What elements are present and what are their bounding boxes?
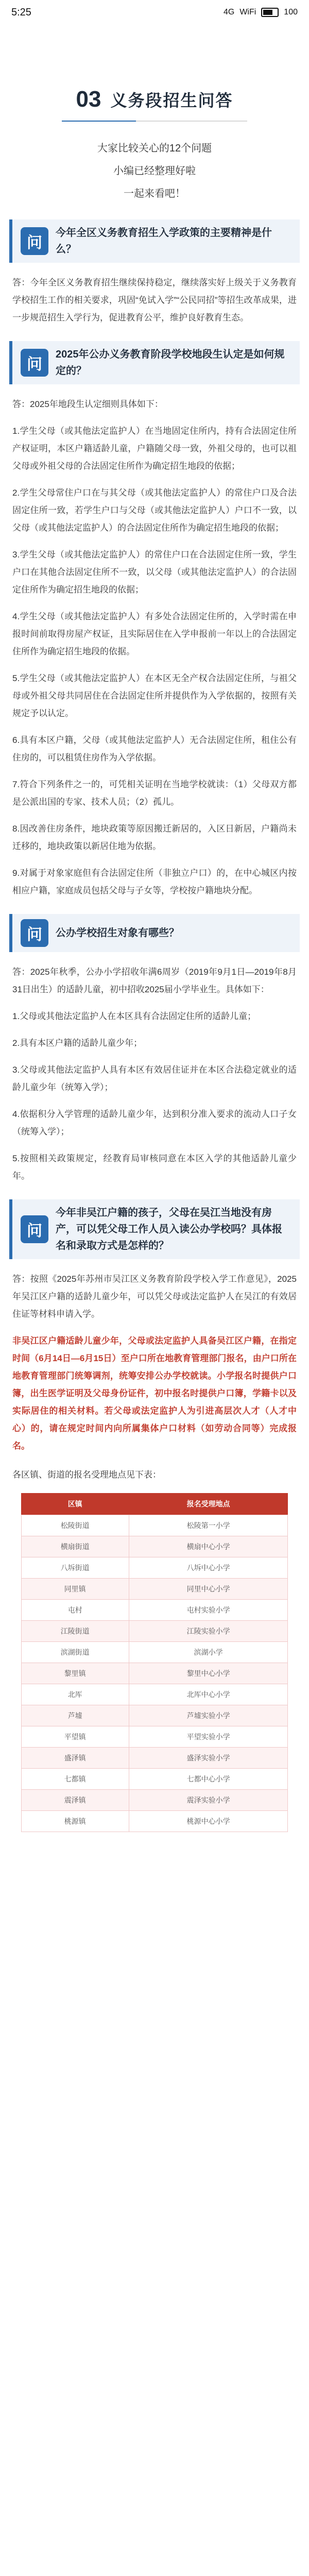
answer-intro-2: 答：2025年地段生认定细则具体如下： (12, 399, 163, 409)
question-text-4: 今年非吴江户籍的孩子，父母在吴江当地没有房产，可以凭父母工作人员入读公办学校吗？具体报名和录取方式是怎样的？ (56, 1207, 282, 1251)
table-cell: 七都镇 (21, 1769, 129, 1790)
status-icons (224, 8, 298, 17)
status-bar (0, 0, 309, 25)
answer-item: 2.学生父母常住户口在与其父母（或其他法定监护人）的常住户口及合法固定住所一致，若学生户口与父母（或其他法定监护人）户口不一致，以父母（或其他法定监护人）的合法固定住所作为确定招生地段的依据； (12, 488, 297, 533)
table-cell: 屯村 (21, 1600, 129, 1621)
qa-block-4 (9, 1199, 300, 1832)
table-cell: 桃源镇 (21, 1811, 129, 1832)
question-text-2: 2025年公办义务教育阶段学校地段生认定是如何规定的？ (56, 349, 285, 377)
table-cell: 同里中心小学 (129, 1579, 288, 1600)
battery-level: 100 (284, 8, 298, 16)
hero-title (0, 87, 309, 112)
table-cell: 震泽实验小学 (129, 1790, 288, 1811)
wifi-icon: WiFi (239, 8, 256, 16)
hero-line-3: 一起来看吧！ (124, 188, 185, 199)
table-cell: 屯村实验小学 (129, 1600, 288, 1621)
table-row (21, 1726, 288, 1748)
table-cell: 八坼中心小学 (129, 1557, 288, 1579)
qa-block-3 (9, 914, 300, 1185)
content (0, 219, 309, 1832)
question-text-3: 公办学校招生对象有哪些？ (56, 927, 179, 939)
registration-table (21, 1493, 288, 1832)
table-row (21, 1790, 288, 1811)
question-text-1: 今年全区义务教育招生入学政策的主要精神是什么？ (56, 227, 272, 255)
answer-text-1: 答：今年全区义务教育招生继续保持稳定，继续落实好上级关于义务教育学校招生工作的相关要求，巩固“免试入学”“公民同招”等招生改革成果，进一步规范招生入学行为，促进教育公平，维护良好教育生态。 (12, 278, 297, 323)
answer-item: 5.学生父母（或其他法定监护人）在本区无全产权合法固定住所，与祖父母或外祖父母共同居住在合法固定住所并提供作为入学依据的，按照有关规定予以认定。 (12, 673, 297, 718)
answer-item: 5.按照相关政策规定，经教育局审核同意在本区入学的其他适龄儿童少年。 (12, 1154, 297, 1181)
table-row (21, 1705, 288, 1726)
answer-item: 3.学生父母（或其他法定监护人）的常住户口在合法固定住所一致，学生户口在其他合法固定住所不一致，以父母（或其他法定监护人）的合法固定住所作为确定招生地段的依据； (12, 550, 297, 595)
table-cell: 盛泽镇 (21, 1748, 129, 1769)
table-row (21, 1579, 288, 1600)
table-row (21, 1515, 288, 1536)
question-banner-2 (9, 341, 300, 384)
table-row (21, 1769, 288, 1790)
table-row (21, 1811, 288, 1832)
question-icon: 问 (21, 1215, 48, 1243)
table-cell: 黎里镇 (21, 1663, 129, 1684)
table-cell: 芦墟 (21, 1705, 129, 1726)
table-cell: 平望实验小学 (129, 1726, 288, 1748)
answer-text-4: 答：按照《2025年苏州市吴江区义务教育阶段学校入学工作意见》，2025年吴江区户籍的适龄儿童少年，可以凭父母或法定监护人在吴江的有效居住证等材料申请入学。 (12, 1274, 297, 1319)
battery-icon (261, 8, 279, 17)
table-cell: 北厍 (21, 1684, 129, 1705)
answer-closing-4: 各区镇、街道的报名受理地点见下表： (12, 1470, 161, 1480)
question-banner-1 (9, 219, 300, 263)
answer-item: 8.因改善住房条件，地块政策等原因搬迁新居的，入区日新居，户籍尚未迁移的，地块政策以新居住地为依据。 (12, 824, 297, 851)
table-cell: 黎里中心小学 (129, 1663, 288, 1684)
answer-intro-3: 答：2025年秋季，公办小学招收年满6周岁（2019年9月1日—2019年8月31日出生）的适龄儿童，初中招收2025届小学毕业生。具体如下： (12, 967, 297, 994)
table-row (21, 1642, 288, 1663)
answer-list-2 (12, 422, 297, 900)
qa-block-2 (9, 341, 300, 900)
table-cell: 同里镇 (21, 1579, 129, 1600)
table-cell: 北厍中心小学 (129, 1684, 288, 1705)
table-row (21, 1557, 288, 1579)
answer-item: 2.具有本区户籍的适龄儿童少年； (12, 1038, 143, 1048)
question-banner-3 (9, 914, 300, 952)
answer-item: 3.父母或其他法定监护人具有本区有效居住证并在本区合法稳定就业的适龄儿童少年（统筹入学）； (12, 1065, 297, 1092)
answer-item: 7.符合下列条件之一的，可凭相关证明在当地学校就读：（1）父母双方都是公派出国的专家、技术人员；（2）孤儿。 (12, 779, 297, 807)
hero-line-2: 小编已经整理好啦 (113, 165, 196, 177)
table-cell: 八坼街道 (21, 1557, 129, 1579)
answer-item: 6.具有本区户籍，父母（或其他法定监护人）无合法固定住所，租住公有住房的，可以租赁住房作为入学依据。 (12, 735, 297, 762)
answer-item: 4.依据积分入学管理的适龄儿童少年，达到积分准入要求的流动人口子女（统筹入学）； (12, 1109, 297, 1137)
hero-section (0, 25, 309, 205)
answer-item: 1.学生父母（或其他法定监护人）在当地固定住所内，持有合法固定住所产权证明，本区户籍适龄儿童，户籍随父母一致，外祖父母的，也可以祖父母或外祖父母的合法固定住所作为确定招生地段的依据； (12, 426, 297, 471)
table-cell: 滨湖街道 (21, 1642, 129, 1663)
hero-divider (62, 121, 247, 122)
table-cell: 江陵街道 (21, 1621, 129, 1642)
qa-block-1 (9, 219, 300, 327)
table-row (21, 1663, 288, 1684)
table-cell: 江陵实验小学 (129, 1621, 288, 1642)
table-row (21, 1621, 288, 1642)
table-cell: 桃源中心小学 (129, 1811, 288, 1832)
hero-line-1: 大家比较关心的12个问题 (97, 143, 212, 154)
question-icon: 问 (21, 919, 48, 947)
status-time: 5:25 (11, 6, 31, 18)
table-header-row (21, 1493, 288, 1515)
hero-number: 03 (76, 87, 101, 112)
table-row (21, 1684, 288, 1705)
question-banner-4 (9, 1199, 300, 1259)
table-cell: 芦墟实验小学 (129, 1705, 288, 1726)
answer-item: 1.父母或其他法定监护人在本区具有合法固定住所的适龄儿童； (12, 1011, 256, 1021)
answer-highlight-4: 非吴江区户籍适龄儿童少年，父母或法定监护人具备吴江区户籍，在指定时间（6月14日—6月15日）至户口所在地教育管理部门报名，由户口所在地教育管理部门统筹调剂，统筹安排公办学校就读。小学报名时提供户口簿，出生医学证明及父母身份证件，初中报名时提供户口簿，学籍卡以及实际居住的相关材料。若父母或法定监护人为引进高层次人才（人才中心）的，请在规定时间内向所属集体户口材料（如劳动合同等）完成报名。 (12, 1336, 297, 1451)
table-row (21, 1600, 288, 1621)
hero-heading: 义务段招生问答 (110, 91, 233, 110)
question-icon: 问 (21, 227, 48, 255)
table-cell: 盛泽实验小学 (129, 1748, 288, 1769)
table-cell: 震泽镇 (21, 1790, 129, 1811)
table-cell: 横扇中心小学 (129, 1536, 288, 1557)
table-header: 区镇 (21, 1493, 129, 1515)
table-row (21, 1536, 288, 1557)
table-cell: 平望镇 (21, 1726, 129, 1748)
table-cell: 滨湖小学 (129, 1642, 288, 1663)
table-cell: 横扇街道 (21, 1536, 129, 1557)
question-icon: 问 (21, 349, 48, 377)
answer-item: 4.学生父母（或其他法定监护人）有多处合法固定住所的，入学时需在申报时间前取得房屋产权证，且实际居住在入学申报前一年以上的合法固定住所作为确定招生地段的依据。 (12, 612, 297, 656)
table-cell: 松陵街道 (21, 1515, 129, 1536)
table-cell: 七都中心小学 (129, 1769, 288, 1790)
signal-icon: 4G (223, 8, 235, 16)
table-header: 报名受理地点 (129, 1493, 288, 1515)
table-cell: 松陵第一小学 (129, 1515, 288, 1536)
answer-list-3 (12, 1008, 297, 1185)
answer-item: 9.对属于对象家庭但有合法固定住所（非独立户口）的，在中心城区内按相应户籍，家庭成员包括父母与子女等，学校按户籍地块分配。 (12, 868, 297, 895)
table-row (21, 1748, 288, 1769)
